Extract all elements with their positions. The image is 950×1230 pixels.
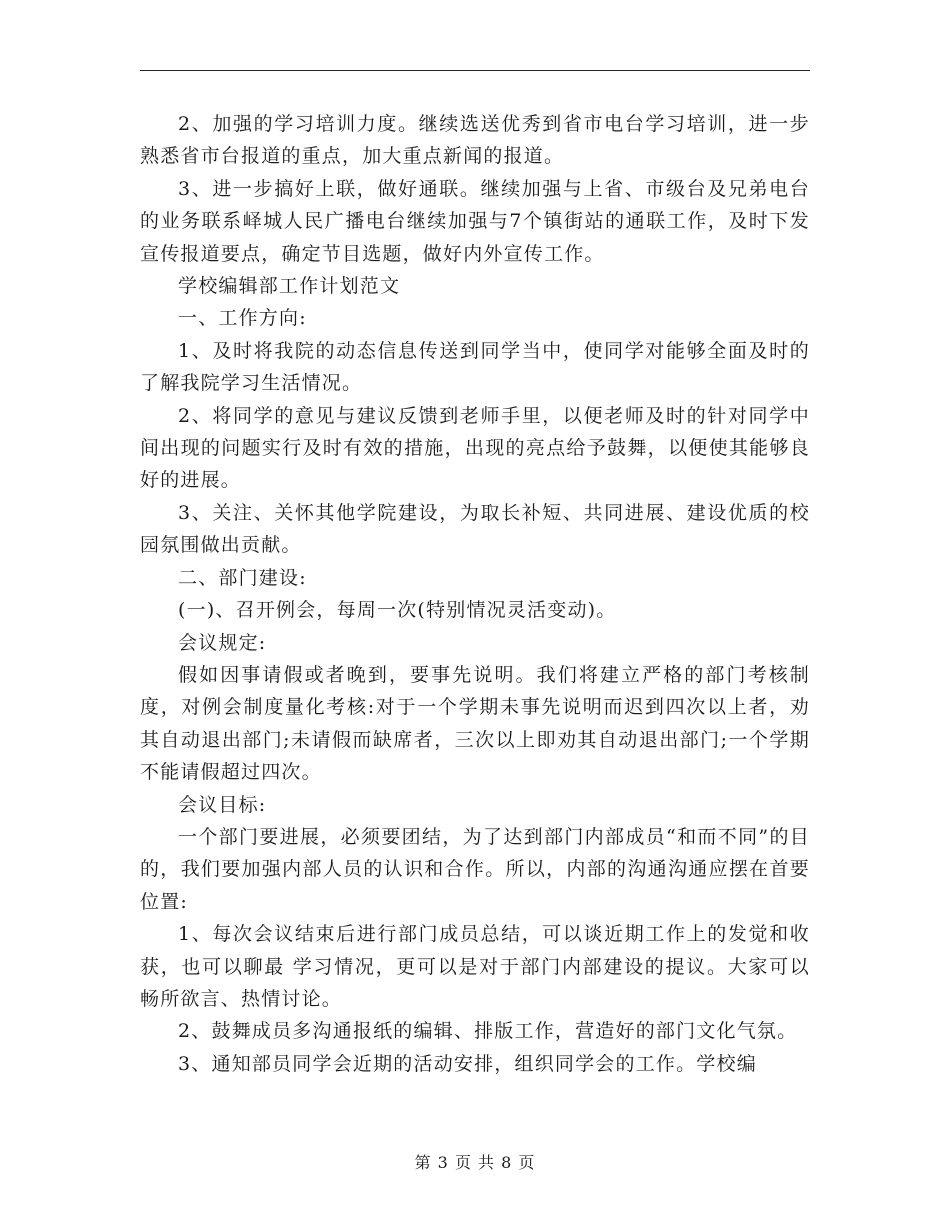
section-heading: 一、工作方向:	[178, 307, 307, 330]
paragraph: 一个部门要进展，必须要团结，为了达到部门内部成员“和而不同”的目的，我们要加强内部人员的认识和合作。所以，内部的沟通沟通应摆在首要位置:	[140, 825, 810, 913]
paragraph: 2、加强的学习培训力度。继续选送优秀到省市电台学习培训，进一步熟悉省市台报道的重点，加大重点新闻的报道。	[140, 113, 810, 168]
section-heading: 二、部门建设:	[178, 566, 307, 589]
paragraph: 3、通知部员同学会近期的活动安排，组织同学会的工作。学校编	[178, 1052, 757, 1075]
paragraph: 1、每次会议结束后进行部门成员总结，可以谈近期工作上的发觉和收获，也可以聊最 学习情况，更可以是对于部门内部建设的提议。大家可以畅所欲言、热情讨论。	[140, 923, 810, 1010]
page-number-footer: 第 3 页 共 8 页	[414, 1153, 536, 1172]
paragraph: 2、鼓舞成员多沟通报纸的编辑、排版工作，营造好的部门文化气氛。	[178, 1020, 798, 1043]
subheading: 会议目标:	[178, 793, 267, 816]
paragraph: 3、进一步搞好上联，做好通联。继续加强与上省、市级台及兄弟电台的业务联系峄城人民广播电台继续加强与7个镇街站的通联工作，及时下发宣传报道要点，确定节目选题，做好内外宣传工作。	[140, 177, 810, 265]
document-body	[140, 108, 810, 1080]
subsection-heading: (一)、召开例会，每周一次(特别情况灵活变动)。	[178, 599, 617, 622]
paragraph: 1、及时将我院的动态信息传送到同学当中，使同学对能够全面及时的了解我院学习生活情况。	[140, 339, 810, 395]
paragraph: 2、将同学的意见与建议反馈到老师手里，以便老师及时的针对同学中间出现的问题实行及时有效的措施，出现的亮点给予鼓舞，以便使其能够良好的进展。	[140, 404, 810, 492]
subheading: 会议规定:	[178, 631, 267, 654]
paragraph: 3、关注、关怀其他学院建设，为取长补短、共同进展、建设优质的校园氛围做出贡献。	[140, 501, 810, 557]
header-rule	[140, 70, 810, 71]
section-title: 学校编辑部工作计划范文	[178, 275, 401, 298]
paragraph: 假如因事请假或者晚到，要事先说明。我们将建立严格的部门考核制度，对例会制度量化考核:对于一个学期未事先说明而迟到四次以上者，劝其自动退出部门;未请假而缺席者，三次以上即劝其自动退出部门;一个学期不能请假超过四次。	[140, 663, 810, 784]
